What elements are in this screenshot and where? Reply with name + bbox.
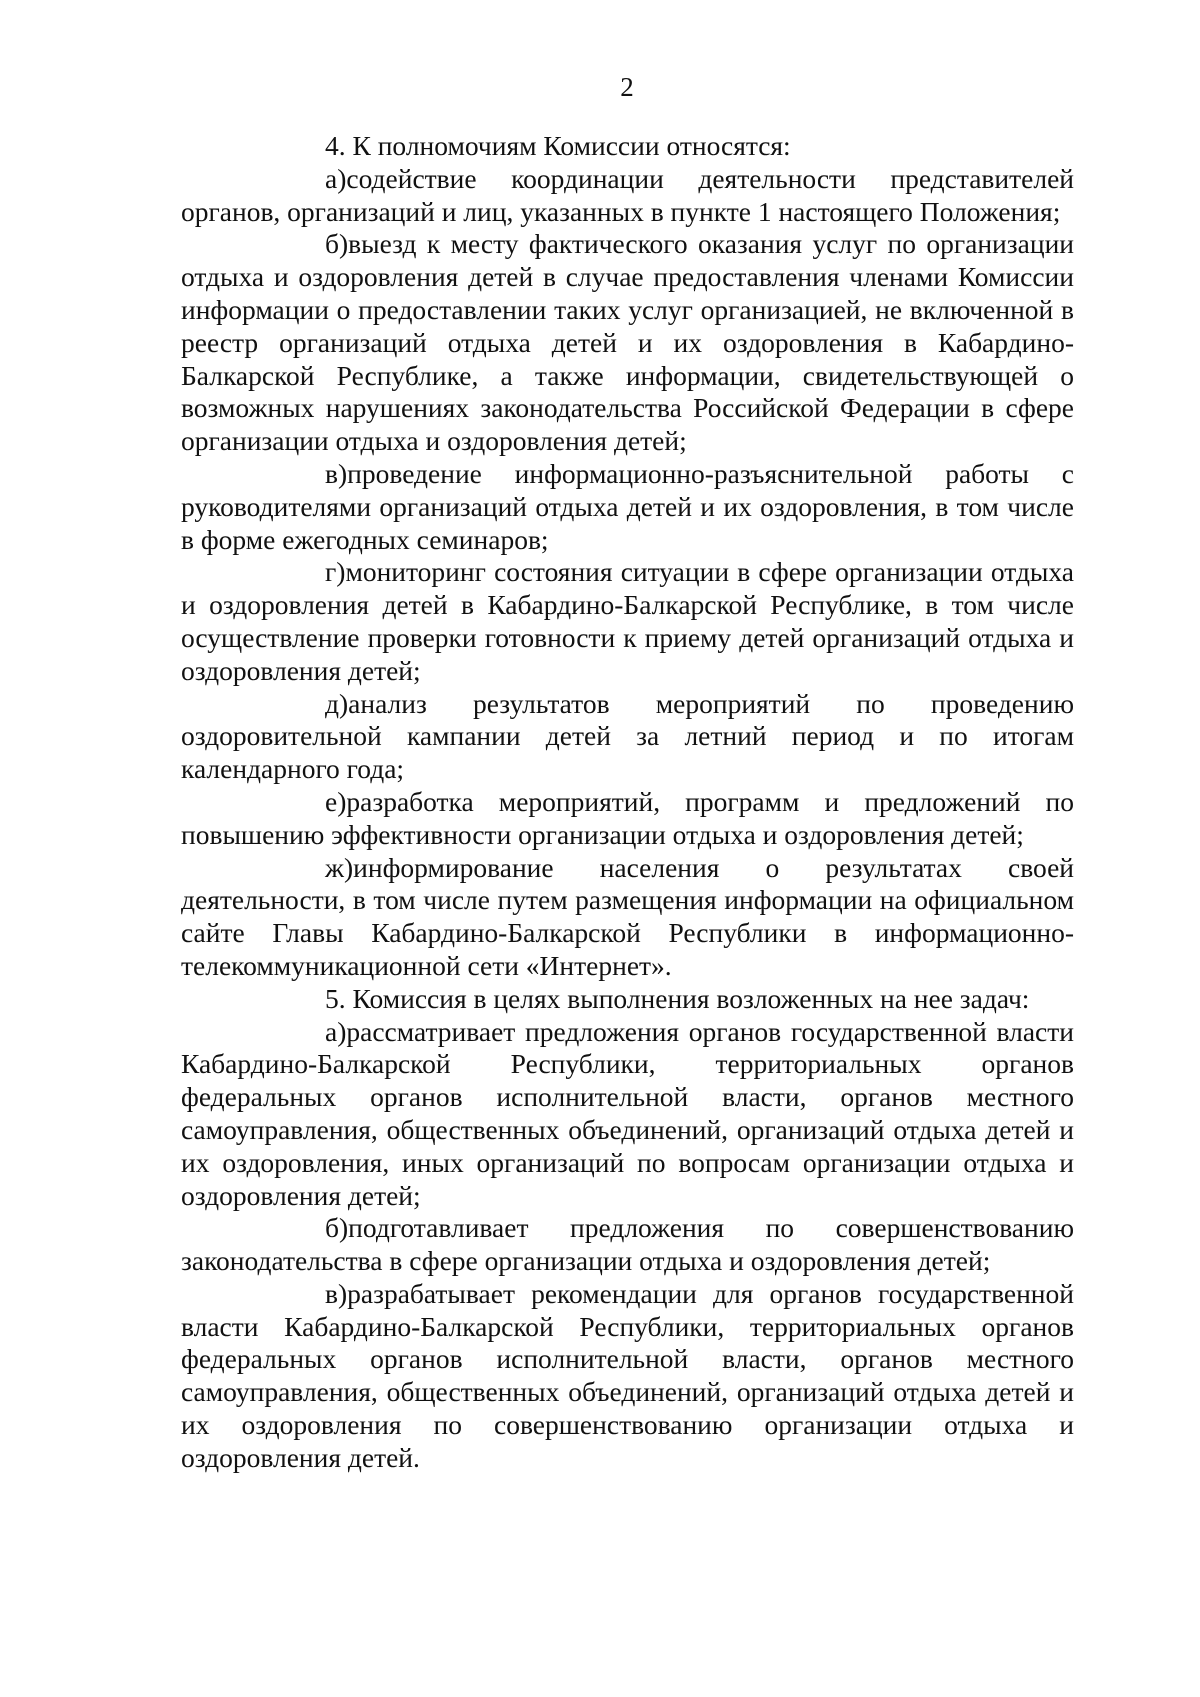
section-number: 5. xyxy=(325,982,346,1014)
item-label: е) xyxy=(325,785,347,817)
section-4-item-e xyxy=(181,786,1074,852)
item-label: д) xyxy=(325,687,349,719)
section-5-item-v xyxy=(181,1278,1074,1475)
section-4-item-a xyxy=(181,163,1074,229)
section-5-item-b xyxy=(181,1212,1074,1278)
document-body xyxy=(181,130,1074,1475)
section-5-heading xyxy=(181,983,1074,1016)
section-4-item-zh xyxy=(181,852,1074,983)
section-heading-text: Комиссия в целях выполнения возложенных на нее задач: xyxy=(352,982,1030,1014)
item-text: мониторинг состояния ситуации в сфере организации отдыха и оздоровления детей в Кабардино-Балкарской Республике, в том числе осуществление проверки готовности к приему детей организаций отдыха и оздоровления детей; xyxy=(181,556,1074,686)
item-label: а) xyxy=(325,1015,347,1047)
section-4-item-v xyxy=(181,458,1074,556)
item-label: г) xyxy=(325,556,346,588)
section-5-item-a xyxy=(181,1016,1074,1213)
item-text: анализ результатов мероприятий по проведению оздоровительной кампании детей за летний период и по итогам календарного года; xyxy=(181,687,1074,785)
item-text: выезд к месту фактического оказания услуг по организации отдыха и оздоровления детей в случае предоставления членами Комиссии информации о предоставлении таких услуг организацией, не включенной в реестр организаций отдыха детей и их оздоровления в Кабардино-Балкарской Республике, а также информации, свидетельствующей о возможных нарушениях законодательства Российской Федерации в сфере организации отдыха и оздоровления детей; xyxy=(181,228,1074,457)
item-label: б) xyxy=(325,228,349,260)
item-text: проведение информационно-разъяснительной работы с руководителями организаций отдыха детей и их оздоровления, в том числе в форме ежегодных семинаров; xyxy=(181,457,1074,555)
section-4-item-d xyxy=(181,688,1074,786)
item-text: разрабатывает рекомендации для органов государственной власти Кабардино-Балкарской Республики, территориальных органов федеральных органов исполнительной власти, органов местного самоуправления, общественных объединений, организаций отдыха детей и их оздоровления по совершенствованию организации отдыха и оздоровления детей. xyxy=(181,1277,1074,1473)
page-number: 2 xyxy=(620,72,634,102)
item-text: содействие координации деятельности представителей органов, организаций и лиц, указанных в пункте 1 настоящего Положения; xyxy=(181,162,1074,227)
item-text: рассматривает предложения органов государственной власти Кабардино-Балкарской Республики, территориальных органов федеральных органов исполнительной власти, органов местного самоуправления, общественных объединений, организаций отдыха детей и их оздоровления, иных организаций по вопросам организации отдыха и оздоровления детей; xyxy=(181,1015,1074,1211)
item-text: разработка мероприятий, программ и предложений по повышению эффективности организации отдыха и оздоровления детей; xyxy=(181,785,1074,850)
item-label: а) xyxy=(325,162,347,194)
item-label: б) xyxy=(325,1212,349,1244)
section-4-item-g xyxy=(181,556,1074,687)
section-number: 4. xyxy=(325,130,346,161)
item-label: в) xyxy=(325,457,348,489)
section-4-heading xyxy=(181,130,1074,163)
item-label: ж) xyxy=(325,851,354,883)
section-heading-text: К полномочиям Комиссии относятся: xyxy=(352,130,791,161)
item-text: информирование населения о результатах своей деятельности, в том числе путем размещения информации на официальном сайте Главы Кабардино-Балкарской Республики в информационно-телекоммуникационной сети «Интернет». xyxy=(181,851,1074,981)
item-label: в) xyxy=(325,1277,348,1309)
item-text: подготавливает предложения по совершенствованию законодательства в сфере организации отдыха и оздоровления детей; xyxy=(181,1212,1074,1277)
section-4-item-b xyxy=(181,228,1074,458)
